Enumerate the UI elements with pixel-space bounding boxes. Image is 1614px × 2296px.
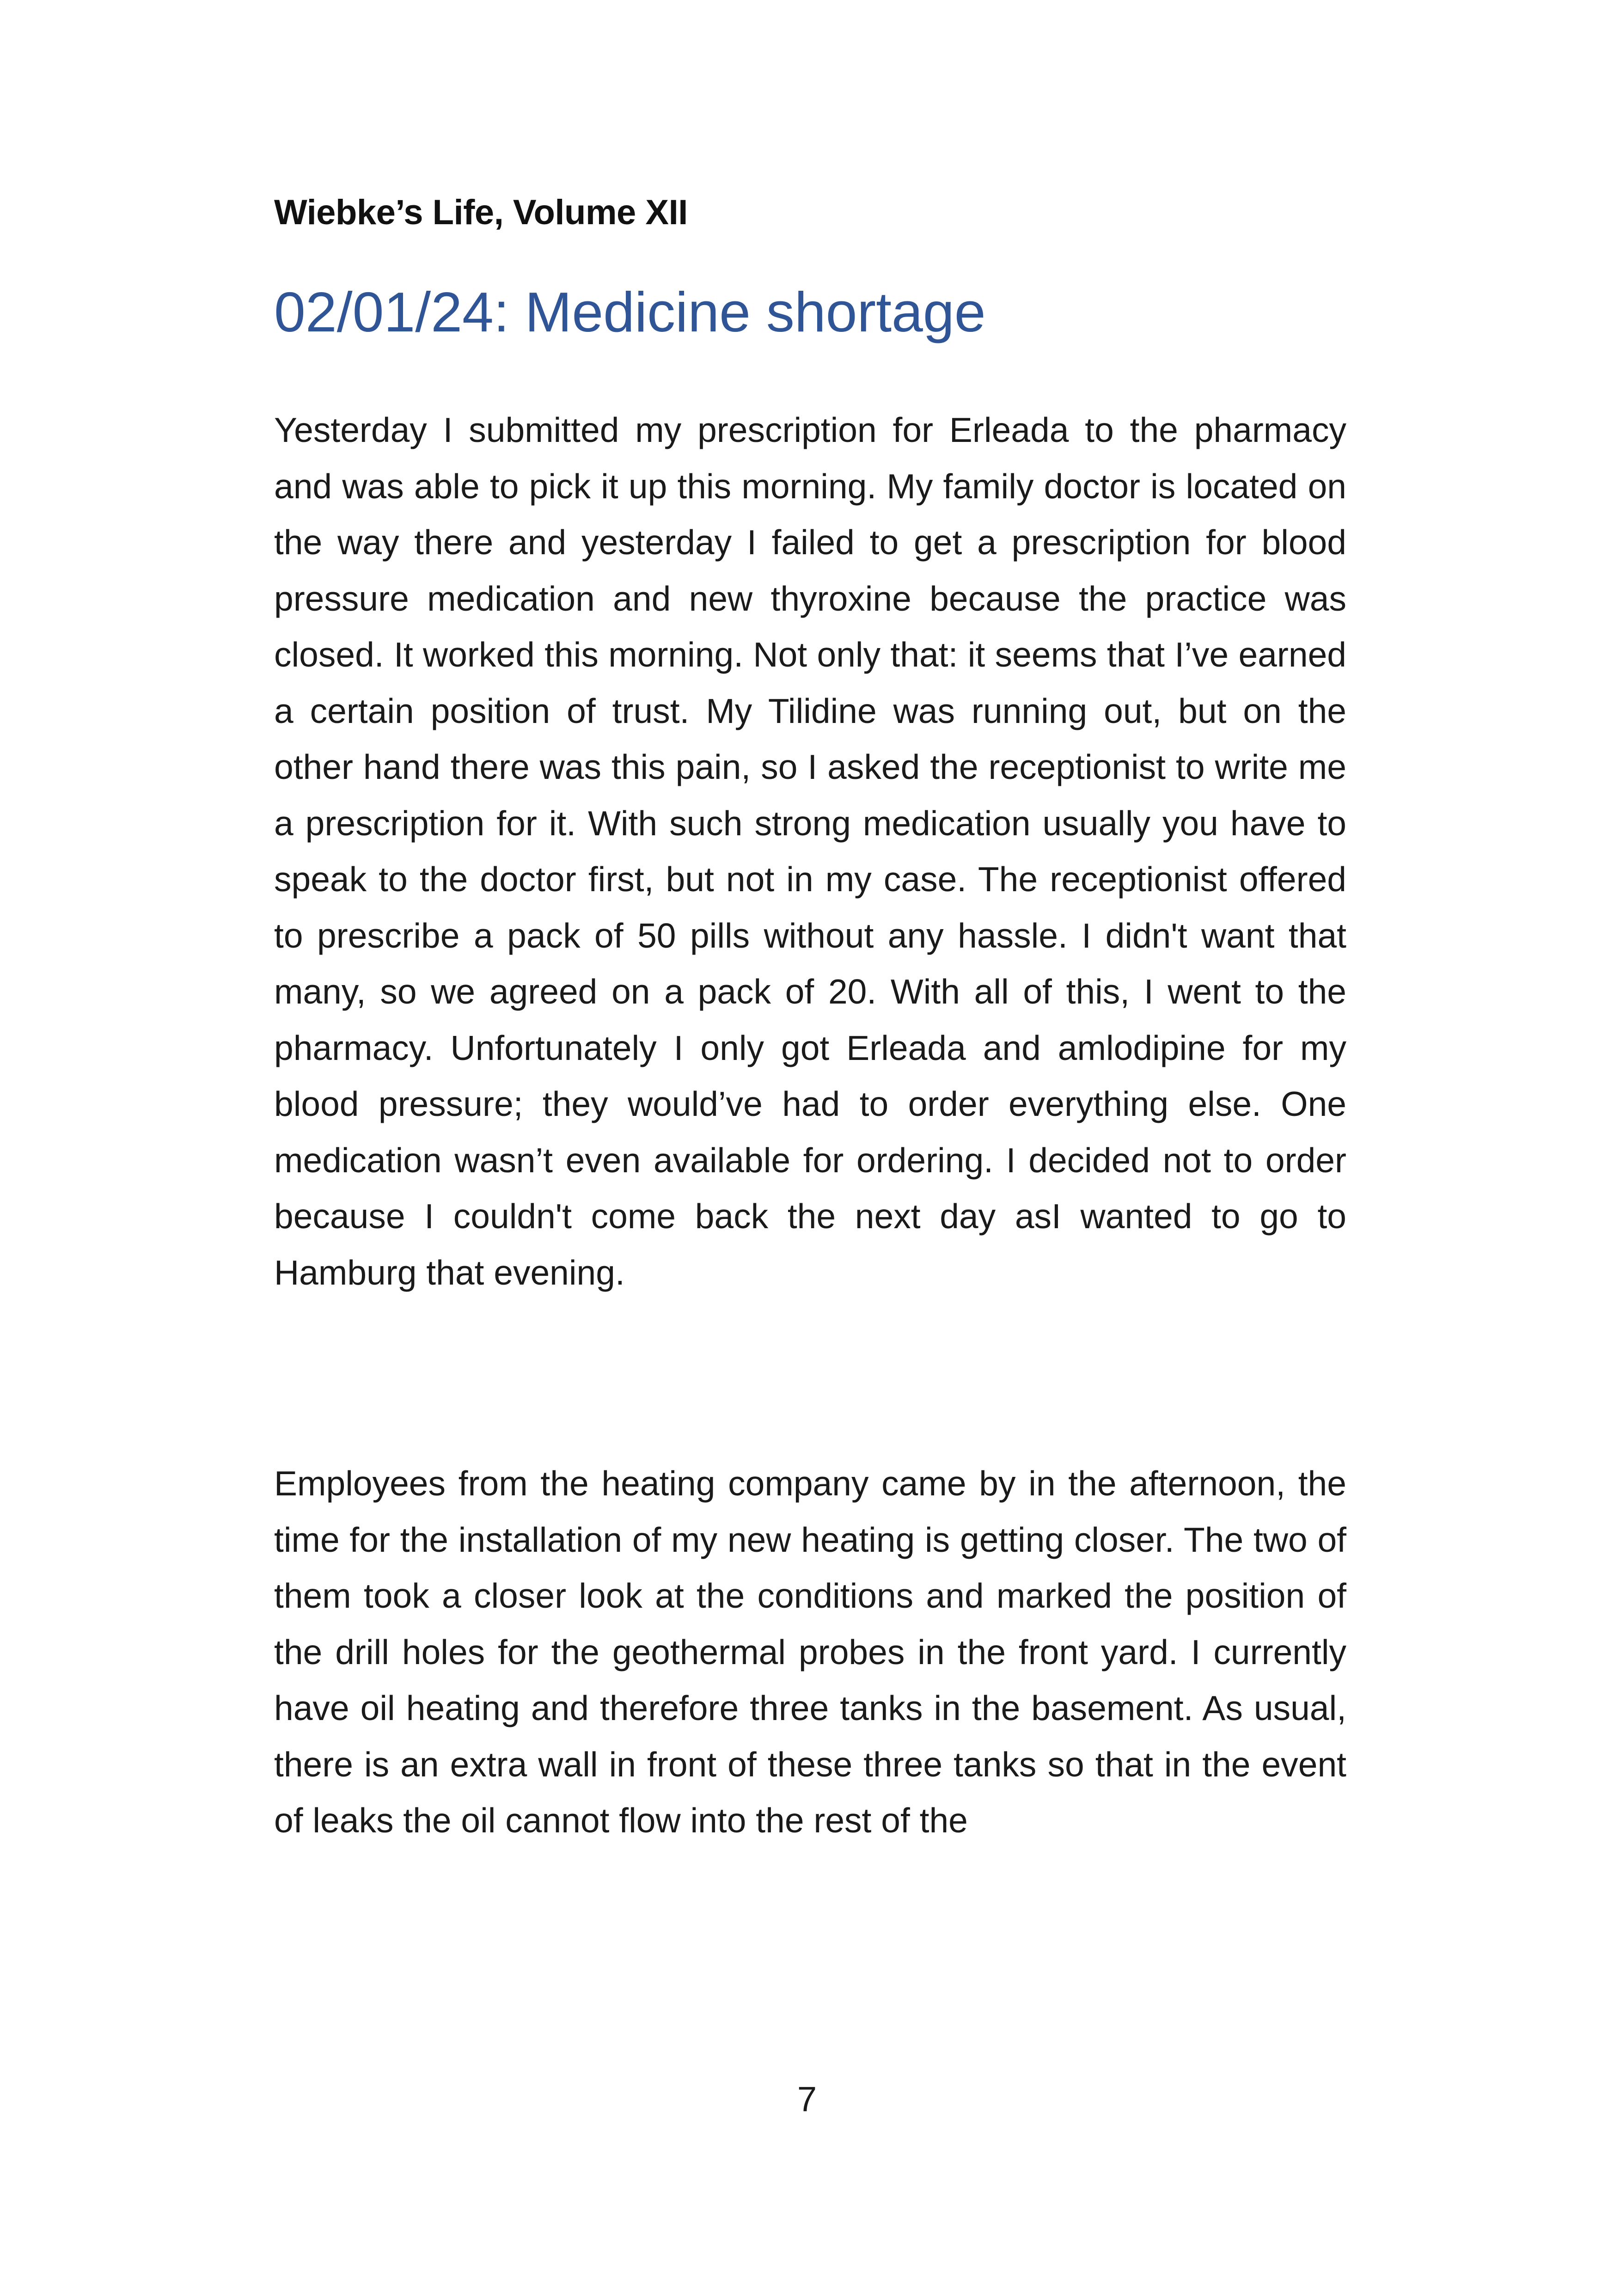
chapter-heading: 02/01/24: Medicine shortage [274,281,986,343]
body-paragraph-2: Employees from the heating company came by in the afternoon, the time for the installation of my new heating is getting closer. The two of them took a closer look at the conditions and marked the position of the drill holes for the geothermal probes in the front yard. I currently have oil heating and therefore three tanks in the basement. As usual, there is an extra wall in front of these three tanks so that in the event of leaks the oil cannot flow into the rest of the [274,1464,1346,1840]
book-title: Wiebke’s Life, Volume XII [274,193,688,232]
body-paragraph-1: Yesterday I submitted my prescription for Erleada to the pharmacy and was able to pick it up this morning. My family doctor is located on the way there and yesterday I failed to get a prescription for blood pressure medication and new thyroxine because the practice was closed. It worked this morning. Not only that: it seems that I’ve earned a certain position of trust. My Tilidine was running out, but on the other hand there was this pain, so I asked the receptionist to write me a prescription for it. With such strong medication usually you have to speak to the doctor first, but not in my case. The receptionist offered to prescribe a pack of 50 pills without any hassle. I didn't want that many, so we agreed on a pack of 20. With all of this, I went to the pharmacy. Unfortunately I only got Erleada and amlodipine for my blood pressure; they would’ve had to order everything else. One medication wasn’t even available for ordering. I decided not to order because I couldn't come back the next day asI wanted to go to Hamburg that evening. [274,410,1346,1292]
page-number: 7 [797,2080,817,2119]
